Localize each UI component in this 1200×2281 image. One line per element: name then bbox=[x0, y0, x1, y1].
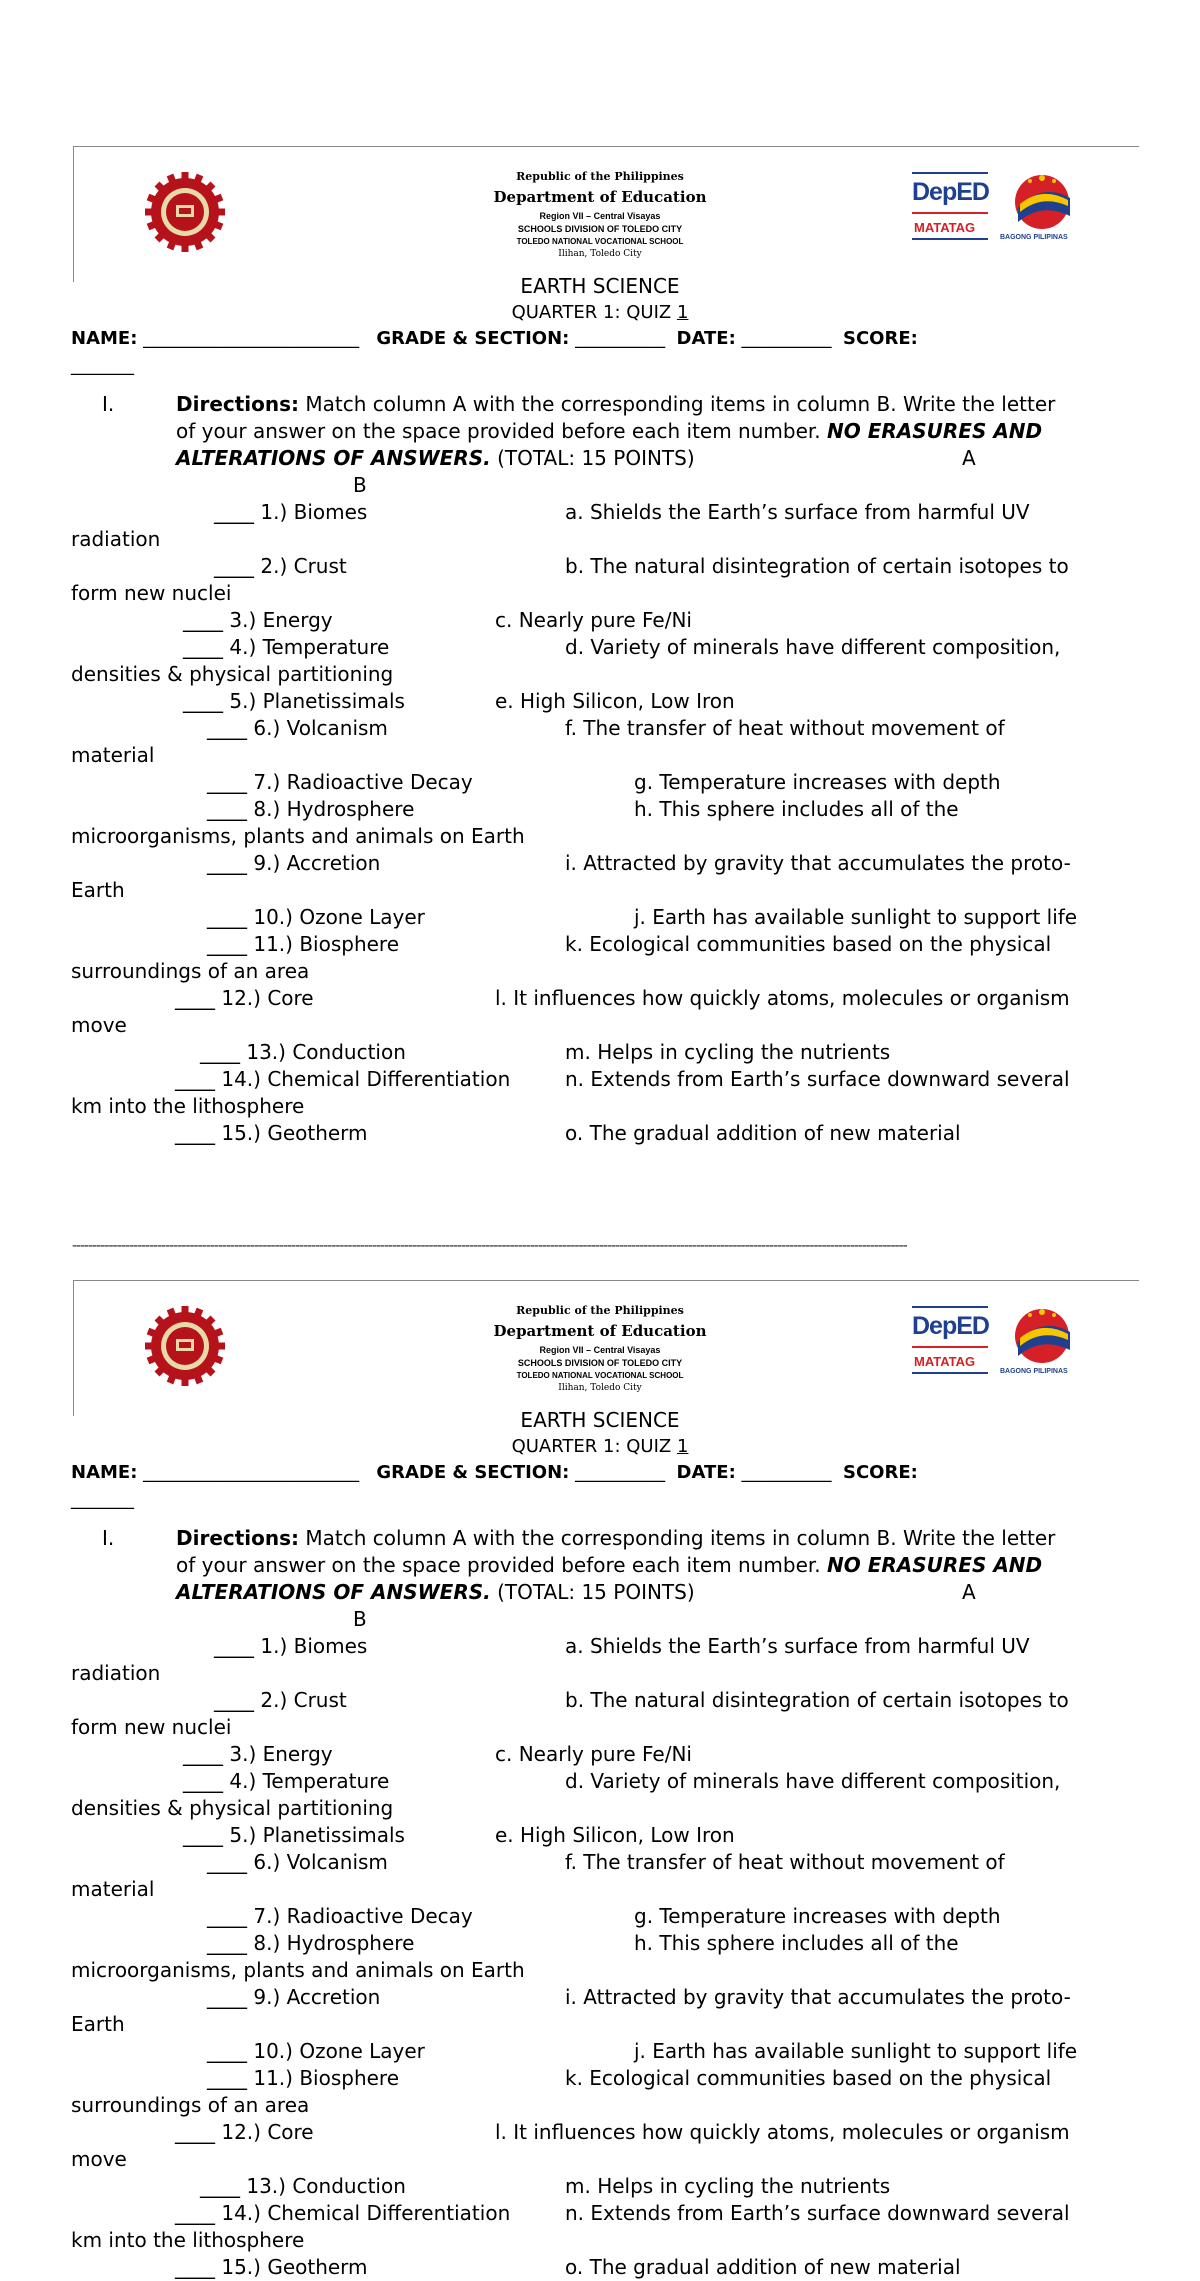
column-a-item[interactable]: ____ 6.) Volcanism bbox=[207, 716, 388, 740]
score-label: SCORE: bbox=[842, 1462, 918, 1483]
column-b-item: a. Shields the Earth’s surface from harmful UV bbox=[565, 1634, 1030, 1658]
deped-logo bbox=[912, 172, 990, 250]
column-b-item: h. This sphere includes all of the bbox=[634, 1931, 959, 1955]
column-a-item[interactable]: ____ 15.) Geotherm bbox=[175, 1121, 368, 1145]
deped-wordmark: DepED bbox=[912, 1312, 989, 1340]
directions-line-3: ALTERATIONS OF ANSWERS. (TOTAL: 15 POINTS) bbox=[176, 1580, 695, 1604]
column-a-item[interactable]: ____ 3.) Energy bbox=[183, 608, 333, 632]
column-b-item-wrap: densities & physical partitioning bbox=[71, 1796, 394, 1820]
column-a-item[interactable]: ____ 4.) Temperature bbox=[183, 1769, 390, 1793]
bagong-pilipinas-icon bbox=[1010, 172, 1074, 230]
column-b-item-wrap: microorganisms, plants and animals on Earth bbox=[71, 1958, 525, 1982]
column-b-item-wrap: surroundings of an area bbox=[71, 2093, 310, 2117]
column-b-item-wrap: radiation bbox=[71, 1661, 161, 1685]
column-b-item: d. Variety of minerals have different composition, bbox=[565, 635, 1061, 659]
quiz-title: QUARTER 1: QUIZ 1 bbox=[511, 1436, 689, 1457]
republic-text: Republic of the Philippines bbox=[516, 1304, 684, 1317]
column-b-item: m. Helps in cycling the nutrients bbox=[565, 1040, 891, 1064]
column-b-item-wrap: surroundings of an area bbox=[71, 959, 310, 983]
column-a-item[interactable]: ____ 1.) Biomes bbox=[214, 1634, 368, 1658]
column-a-item[interactable]: ____ 10.) Ozone Layer bbox=[207, 2039, 425, 2063]
column-b-item-wrap: km into the lithosphere bbox=[71, 1094, 305, 1118]
column-a-item[interactable]: ____ 14.) Chemical Differentiation bbox=[175, 2201, 511, 2225]
column-a-item[interactable]: ____ 8.) Hydrosphere bbox=[207, 797, 415, 821]
column-a-item[interactable]: ____ 5.) Planetissimals bbox=[183, 689, 405, 713]
column-b-item-wrap: move bbox=[71, 1013, 127, 1037]
column-a-item[interactable]: ____ 7.) Radioactive Decay bbox=[207, 1904, 473, 1928]
column-b-item: g. Temperature increases with depth bbox=[634, 770, 1001, 794]
date-label: DATE: bbox=[676, 1462, 736, 1483]
quiz-copy-2 bbox=[0, 1134, 1200, 2279]
column-a-item[interactable]: ____ 11.) Biosphere bbox=[207, 2066, 400, 2090]
grade-blank[interactable]: __________ bbox=[575, 1462, 666, 1483]
republic-text: Republic of the Philippines bbox=[516, 170, 684, 183]
division-text: SCHOOLS DIVISION OF TOLEDO CITY bbox=[517, 1358, 683, 1368]
column-a-item[interactable]: ____ 10.) Ozone Layer bbox=[207, 905, 425, 929]
bagong-pilipinas-text: BAGONG PILIPINAS bbox=[1000, 1368, 1068, 1375]
column-b-item: o. The gradual addition of new material bbox=[565, 1121, 961, 1145]
column-b-item: k. Ecological communities based on the physical bbox=[565, 932, 1052, 956]
column-b-item: l. It influences how quickly atoms, molecules or organism bbox=[495, 2120, 1070, 2144]
name-blank[interactable]: ________________________ bbox=[143, 328, 360, 349]
school-text: TOLEDO NATIONAL VOCATIONAL SCHOOL bbox=[516, 237, 684, 246]
bagong-pilipinas-text: BAGONG PILIPINAS bbox=[1000, 234, 1068, 241]
column-a-item[interactable]: ____ 12.) Core bbox=[175, 986, 314, 1010]
column-a-item[interactable]: ____ 8.) Hydrosphere bbox=[207, 1931, 415, 1955]
score-blank[interactable]: _______ bbox=[71, 1489, 134, 1510]
column-b-item: e. High Silicon, Low Iron bbox=[495, 689, 735, 713]
subject-title: EARTH SCIENCE bbox=[520, 1408, 680, 1432]
column-b-item-wrap: material bbox=[71, 1877, 155, 1901]
roman-numeral: I. bbox=[102, 392, 115, 416]
column-b-item-wrap: km into the lithosphere bbox=[71, 2228, 305, 2252]
deped-wordmark: DepED bbox=[912, 178, 989, 206]
student-info-line bbox=[71, 325, 918, 352]
school-seal-icon bbox=[143, 170, 227, 254]
student-info-line bbox=[71, 1459, 918, 1486]
column-b-item: n. Extends from Earth’s surface downward several bbox=[565, 1067, 1070, 1091]
column-a-item[interactable]: ____ 4.) Temperature bbox=[183, 635, 390, 659]
column-b-item-wrap: material bbox=[71, 743, 155, 767]
column-a-item[interactable]: ____ 1.) Biomes bbox=[214, 500, 368, 524]
column-a-item[interactable]: ____ 15.) Geotherm bbox=[175, 2255, 368, 2279]
column-b-item: o. The gradual addition of new material bbox=[565, 2255, 961, 2279]
matatag-text: MATATAG bbox=[914, 1354, 976, 1369]
name-blank[interactable]: ________________________ bbox=[143, 1462, 360, 1483]
matatag-text: MATATAG bbox=[914, 220, 976, 235]
date-blank[interactable]: __________ bbox=[741, 328, 832, 349]
column-a-item[interactable]: ____ 7.) Radioactive Decay bbox=[207, 770, 473, 794]
deped-logo bbox=[912, 1306, 990, 1384]
score-label: SCORE: bbox=[842, 328, 918, 349]
column-b-item: h. This sphere includes all of the bbox=[634, 797, 959, 821]
bagong-pilipinas-icon bbox=[1010, 1306, 1074, 1364]
column-b-item-wrap: move bbox=[71, 2147, 127, 2171]
column-b-item: l. It influences how quickly atoms, molecules or organism bbox=[495, 986, 1070, 1010]
column-b-item-wrap: Earth bbox=[71, 878, 125, 902]
column-a-item[interactable]: ____ 11.) Biosphere bbox=[207, 932, 400, 956]
column-a-item[interactable]: ____ 5.) Planetissimals bbox=[183, 1823, 405, 1847]
column-a-item[interactable]: ____ 12.) Core bbox=[175, 2120, 314, 2144]
column-b-header: B bbox=[353, 1607, 367, 1631]
column-b-item: b. The natural disintegration of certain isotopes to bbox=[565, 1688, 1069, 1712]
department-text: Department of Education bbox=[493, 1322, 707, 1340]
school-seal-icon bbox=[143, 1304, 227, 1388]
column-b-item-wrap: radiation bbox=[71, 527, 161, 551]
column-b-item: b. The natural disintegration of certain isotopes to bbox=[565, 554, 1069, 578]
column-a-item[interactable]: ____ 9.) Accretion bbox=[207, 1985, 381, 2009]
region-text: Region VII – Central Visayas bbox=[539, 1345, 661, 1355]
column-b-item: d. Variety of minerals have different composition, bbox=[565, 1769, 1061, 1793]
column-b-item: e. High Silicon, Low Iron bbox=[495, 1823, 735, 1847]
roman-numeral: I. bbox=[102, 1526, 115, 1550]
address-text: Ilihan, Toledo City bbox=[558, 249, 642, 259]
column-b-item: i. Attracted by gravity that accumulates the proto- bbox=[565, 1985, 1071, 2009]
column-a-item[interactable]: ____ 6.) Volcanism bbox=[207, 1850, 388, 1874]
column-b-item-wrap: Earth bbox=[71, 2012, 125, 2036]
column-a-item[interactable]: ____ 3.) Energy bbox=[183, 1742, 333, 1766]
school-text: TOLEDO NATIONAL VOCATIONAL SCHOOL bbox=[516, 1371, 684, 1380]
column-a-item[interactable]: ____ 2.) Crust bbox=[214, 1688, 347, 1712]
division-text: SCHOOLS DIVISION OF TOLEDO CITY bbox=[517, 224, 683, 234]
column-a-item[interactable]: ____ 13.) Conduction bbox=[200, 1040, 406, 1064]
cut-divider: -------------------------------------------------------------------------------------------------------------------------------------------------------------------------------------------------------------- bbox=[72, 1238, 907, 1254]
column-b-item: f. The transfer of heat without movement of bbox=[565, 716, 1005, 740]
column-a-header: A bbox=[962, 446, 976, 470]
department-text: Department of Education bbox=[493, 188, 707, 206]
column-b-item: n. Extends from Earth’s surface downward several bbox=[565, 2201, 1070, 2225]
column-a-item[interactable]: ____ 2.) Crust bbox=[214, 554, 347, 578]
grade-blank[interactable]: __________ bbox=[575, 328, 666, 349]
column-b-item: c. Nearly pure Fe/Ni bbox=[495, 1742, 692, 1766]
column-b-item: k. Ecological communities based on the physical bbox=[565, 2066, 1052, 2090]
grade-label: GRADE & SECTION: bbox=[376, 328, 570, 349]
score-blank[interactable]: _______ bbox=[71, 355, 134, 376]
directions-line-1: Directions: Match column A with the corresponding items in column B. Write the letter bbox=[176, 392, 1056, 416]
name-label: NAME: bbox=[71, 1462, 138, 1483]
column-b-item: j. Earth has available sunlight to support life bbox=[634, 905, 1078, 929]
column-a-item[interactable]: ____ 9.) Accretion bbox=[207, 851, 381, 875]
column-b-header: B bbox=[353, 473, 367, 497]
column-b-item: g. Temperature increases with depth bbox=[634, 1904, 1001, 1928]
column-b-item: i. Attracted by gravity that accumulates the proto- bbox=[565, 851, 1071, 875]
subject-title: EARTH SCIENCE bbox=[520, 274, 680, 298]
date-blank[interactable]: __________ bbox=[741, 1462, 832, 1483]
directions-line-3: ALTERATIONS OF ANSWERS. (TOTAL: 15 POINTS) bbox=[176, 446, 695, 470]
column-b-item-wrap: microorganisms, plants and animals on Earth bbox=[71, 824, 525, 848]
column-b-item-wrap: densities & physical partitioning bbox=[71, 662, 394, 686]
region-text: Region VII – Central Visayas bbox=[539, 211, 661, 221]
column-b-item: f. The transfer of heat without movement of bbox=[565, 1850, 1005, 1874]
column-b-item-wrap: form new nuclei bbox=[71, 1715, 232, 1739]
column-b-item-wrap: form new nuclei bbox=[71, 581, 232, 605]
name-label: NAME: bbox=[71, 328, 138, 349]
date-label: DATE: bbox=[676, 328, 736, 349]
column-a-header: A bbox=[962, 1580, 976, 1604]
grade-label: GRADE & SECTION: bbox=[376, 1462, 570, 1483]
quiz-title: QUARTER 1: QUIZ 1 bbox=[511, 302, 689, 323]
column-a-item[interactable]: ____ 13.) Conduction bbox=[200, 2174, 406, 2198]
column-b-item: c. Nearly pure Fe/Ni bbox=[495, 608, 692, 632]
directions-line-1: Directions: Match column A with the corresponding items in column B. Write the letter bbox=[176, 1526, 1056, 1550]
column-b-item: j. Earth has available sunlight to support life bbox=[634, 2039, 1078, 2063]
column-b-item: a. Shields the Earth’s surface from harmful UV bbox=[565, 500, 1030, 524]
column-b-item: m. Helps in cycling the nutrients bbox=[565, 2174, 891, 2198]
directions-line-2: of your answer on the space provided before each item number. NO ERASURES AND bbox=[176, 1553, 1043, 1577]
directions-line-2: of your answer on the space provided before each item number. NO ERASURES AND bbox=[176, 419, 1043, 443]
address-text: Ilihan, Toledo City bbox=[558, 1383, 642, 1393]
column-a-item[interactable]: ____ 14.) Chemical Differentiation bbox=[175, 1067, 511, 1091]
